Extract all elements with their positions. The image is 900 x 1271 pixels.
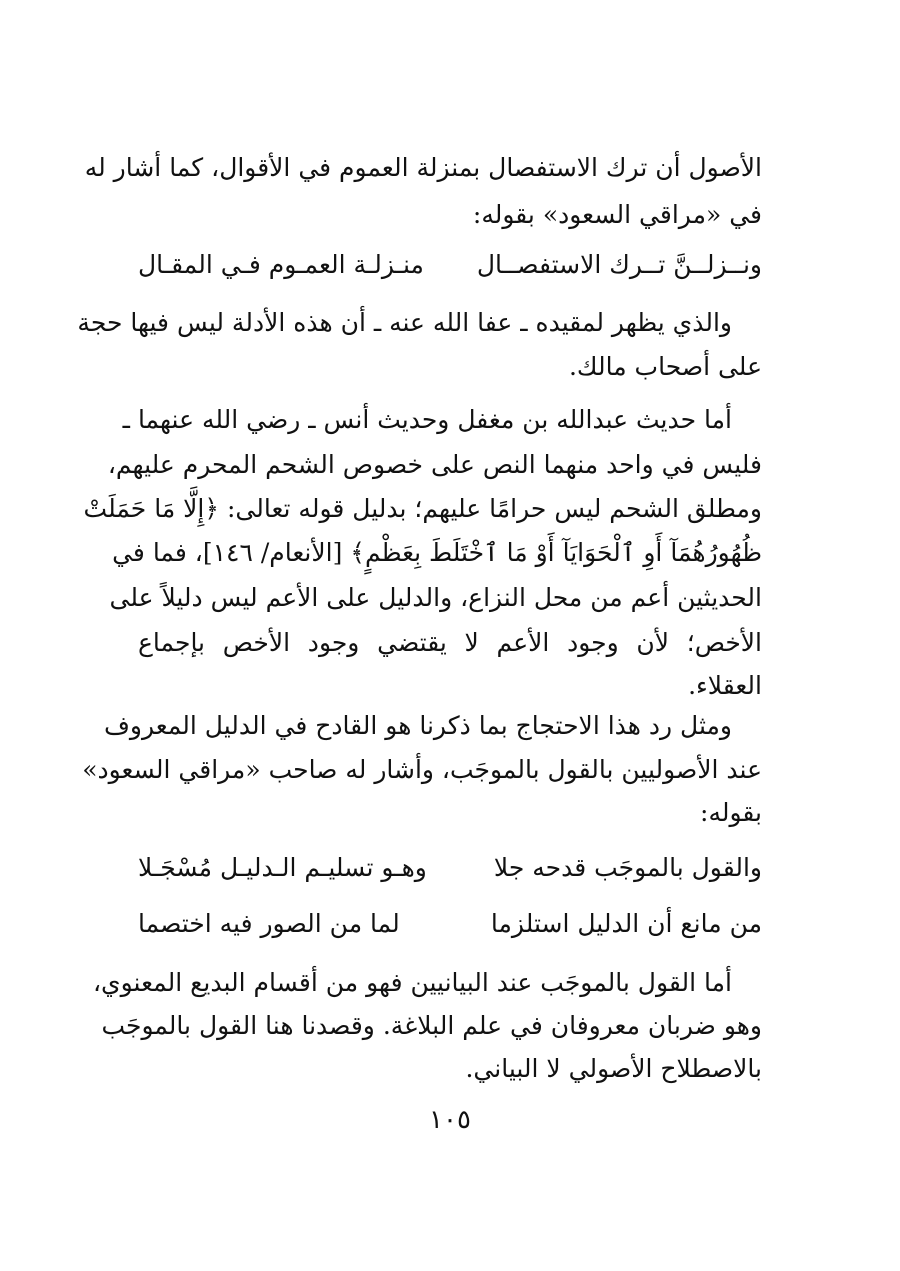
text-line: فليس في واحد منهما النص على خصوص الشحم المحرم عليهم، <box>107 450 762 479</box>
paragraph-first-line: أما القول بالموجَب عند البيانيين فهو من أقسام البديع المعنوي، <box>92 968 732 997</box>
verse-second-hemistich: وهـو تسليـم الـدليـل مُسْجَـلا <box>138 853 427 882</box>
text-line: وهو ضربان معروفان في علم البلاغة. وقصدنا هنا القول بالموجَب <box>101 1011 762 1040</box>
text-line: الأصول أن ترك الاستفصال بمنزلة العموم في الأقوال، كما أشار له <box>84 153 762 182</box>
text-line: على أصحاب مالك. <box>568 352 762 381</box>
text-line: في «مراقي السعود» بقوله: <box>472 200 762 229</box>
text-line: بالاصطلاح الأصولي لا البياني. <box>465 1054 762 1083</box>
paragraph-first-line: أما حديث عبدالله بن مغفل وحديث أنس ـ رضي الله عنهما ـ <box>122 405 732 434</box>
verse-second-hemistich: منـزلـة العمـوم فـي المقـال <box>138 250 424 279</box>
text-line: الحديثين أعم من محل النزاع، والدليل على الأعم ليس دليلاً على <box>109 583 762 612</box>
paragraph-first-line: ومثل رد هذا الاحتجاج بما ذكرنا هو القادح في الدليل المعروف <box>103 711 732 740</box>
verse-first-hemistich: ونــزلــنَّ تــرك الاستفصــال <box>476 250 762 279</box>
text-line: ومطلق الشحم ليس حرامًا عليهم؛ بدليل قوله تعالى: ﴿إِلَّا مَا حَمَلَتْ <box>83 494 762 523</box>
poem-verse <box>138 848 762 888</box>
text-line: العقلاء. <box>688 671 762 700</box>
verse-first-hemistich: من مانع أن الدليل استلزما <box>490 909 762 938</box>
paragraph-first-line: والذي يظهر لمقيده ـ عفا الله عنه ـ أن هذه الأدلة ليس فيها حجة <box>77 308 732 337</box>
text-line: بقوله: <box>700 798 762 827</box>
quran-verse-line: ظُهُورُهُمَآ أَوِ ٱلْحَوَايَآ أَوْ مَا ٱخْتَلَطَ بِعَظْمٍ﴾ [الأنعام/ ١٤٦]، فما في <box>112 538 762 567</box>
poem-verse <box>138 904 762 944</box>
text-line: عند الأصوليين بالقول بالموجَب، وأشار له صاحب «مراقي السعود» <box>82 755 762 784</box>
verse-second-hemistich: لما من الصور فيه اختصما <box>138 909 400 938</box>
verse-first-hemistich: والقول بالموجَب قدحه جلا <box>493 853 762 882</box>
poem-verse <box>138 245 762 285</box>
page-number: ١٠٥ <box>429 1105 471 1135</box>
text-line: الأخص؛ لأن وجود الأعم لا يقتضي وجود الأخص بإجماع <box>138 628 762 657</box>
